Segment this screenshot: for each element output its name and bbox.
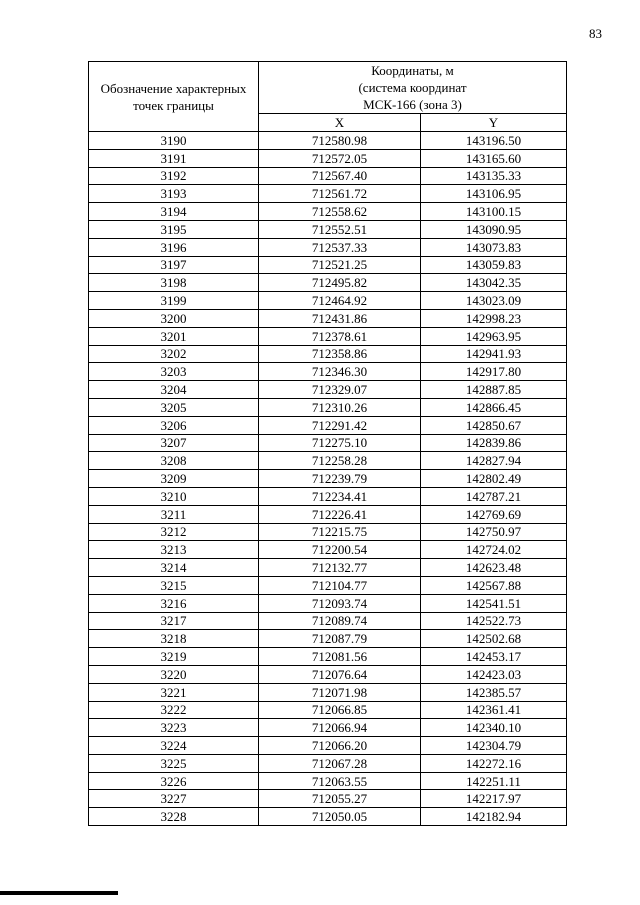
y-cell: 142567.88: [421, 576, 567, 594]
y-cell: 143100.15: [421, 203, 567, 221]
point-cell: 3223: [89, 719, 259, 737]
table-header: [89, 62, 567, 132]
y-cell: 142423.03: [421, 665, 567, 683]
y-cell: 142502.68: [421, 630, 567, 648]
point-cell: 3202: [89, 345, 259, 363]
point-cell: 3225: [89, 754, 259, 772]
x-cell: 712063.55: [259, 772, 421, 790]
x-cell: 712066.94: [259, 719, 421, 737]
table-row: [89, 559, 567, 577]
y-cell: 142963.95: [421, 327, 567, 345]
x-cell: 712310.26: [259, 398, 421, 416]
point-cell: 3221: [89, 683, 259, 701]
x-cell: 712495.82: [259, 274, 421, 292]
table-row: [89, 167, 567, 185]
y-cell: 142750.97: [421, 523, 567, 541]
y-cell: 142251.11: [421, 772, 567, 790]
table-row: [89, 470, 567, 488]
x-cell: 712572.05: [259, 149, 421, 167]
table-row: [89, 523, 567, 541]
x-cell: 712093.74: [259, 594, 421, 612]
y-cell: 142340.10: [421, 719, 567, 737]
table-row: [89, 345, 567, 363]
y-cell: 142724.02: [421, 541, 567, 559]
point-cell: 3196: [89, 238, 259, 256]
x-cell: 712067.28: [259, 754, 421, 772]
x-cell: 712431.86: [259, 309, 421, 327]
point-cell: 3203: [89, 363, 259, 381]
point-cell: 3208: [89, 452, 259, 470]
point-cell: 3213: [89, 541, 259, 559]
point-cell: 3207: [89, 434, 259, 452]
y-cell: 142272.16: [421, 754, 567, 772]
x-cell: 712275.10: [259, 434, 421, 452]
header-coordinates-line3: МСК-166 (зона 3): [363, 97, 462, 112]
table-row: [89, 292, 567, 310]
point-cell: 3206: [89, 416, 259, 434]
y-cell: 143196.50: [421, 132, 567, 150]
point-cell: 3216: [89, 594, 259, 612]
point-cell: 3210: [89, 487, 259, 505]
y-cell: 143073.83: [421, 238, 567, 256]
x-cell: 712464.92: [259, 292, 421, 310]
table-row: [89, 630, 567, 648]
x-cell: 712558.62: [259, 203, 421, 221]
table-row: [89, 363, 567, 381]
x-cell: 712239.79: [259, 470, 421, 488]
y-cell: 143023.09: [421, 292, 567, 310]
point-cell: 3215: [89, 576, 259, 594]
point-cell: 3217: [89, 612, 259, 630]
x-cell: 712071.98: [259, 683, 421, 701]
point-cell: 3190: [89, 132, 259, 150]
point-cell: 3194: [89, 203, 259, 221]
y-cell: 142182.94: [421, 808, 567, 826]
x-cell: 712537.33: [259, 238, 421, 256]
point-cell: 3191: [89, 149, 259, 167]
y-cell: 142385.57: [421, 683, 567, 701]
y-cell: 142304.79: [421, 737, 567, 755]
point-cell: 3198: [89, 274, 259, 292]
table-body: [89, 132, 567, 826]
point-cell: 3199: [89, 292, 259, 310]
table-row: [89, 149, 567, 167]
x-cell: 712561.72: [259, 185, 421, 203]
table-row: [89, 381, 567, 399]
point-cell: 3214: [89, 559, 259, 577]
table-row: [89, 434, 567, 452]
y-cell: 143135.33: [421, 167, 567, 185]
table-row: [89, 772, 567, 790]
x-cell: 712200.54: [259, 541, 421, 559]
point-cell: 3227: [89, 790, 259, 808]
y-cell: 142839.86: [421, 434, 567, 452]
point-cell: 3201: [89, 327, 259, 345]
header-y-label: Y: [421, 114, 567, 132]
y-cell: 143042.35: [421, 274, 567, 292]
header-coordinates-title: [259, 62, 567, 114]
point-cell: 3220: [89, 665, 259, 683]
x-cell: 712291.42: [259, 416, 421, 434]
x-cell: 712552.51: [259, 220, 421, 238]
y-cell: 142787.21: [421, 487, 567, 505]
y-cell: 142850.67: [421, 416, 567, 434]
point-cell: 3200: [89, 309, 259, 327]
table-row: [89, 719, 567, 737]
y-cell: 142217.97: [421, 790, 567, 808]
x-cell: 712358.86: [259, 345, 421, 363]
x-cell: 712055.27: [259, 790, 421, 808]
table-row: [89, 665, 567, 683]
table-row: [89, 185, 567, 203]
point-cell: 3197: [89, 256, 259, 274]
point-cell: 3195: [89, 220, 259, 238]
table-row: [89, 808, 567, 826]
x-cell: 712329.07: [259, 381, 421, 399]
point-cell: 3204: [89, 381, 259, 399]
table-row: [89, 416, 567, 434]
x-cell: 712258.28: [259, 452, 421, 470]
table-row: [89, 541, 567, 559]
y-cell: 143106.95: [421, 185, 567, 203]
scan-artifact-bar: [0, 891, 118, 895]
table-row: [89, 487, 567, 505]
y-cell: 142887.85: [421, 381, 567, 399]
x-cell: 712234.41: [259, 487, 421, 505]
x-cell: 712089.74: [259, 612, 421, 630]
table-row: [89, 612, 567, 630]
x-cell: 712076.64: [259, 665, 421, 683]
x-cell: 712087.79: [259, 630, 421, 648]
y-cell: 142623.48: [421, 559, 567, 577]
y-cell: 143090.95: [421, 220, 567, 238]
table-row: [89, 132, 567, 150]
point-cell: 3205: [89, 398, 259, 416]
table-row: [89, 594, 567, 612]
y-cell: 142998.23: [421, 309, 567, 327]
x-cell: 712066.85: [259, 701, 421, 719]
x-cell: 712346.30: [259, 363, 421, 381]
header-coordinates-line1: Координаты, м: [371, 63, 454, 78]
point-cell: 3219: [89, 648, 259, 666]
y-cell: 142769.69: [421, 505, 567, 523]
x-cell: 712580.98: [259, 132, 421, 150]
y-cell: 142941.93: [421, 345, 567, 363]
coordinates-table: [88, 61, 567, 826]
table-row: [89, 648, 567, 666]
x-cell: 712132.77: [259, 559, 421, 577]
y-cell: 143165.60: [421, 149, 567, 167]
point-cell: 3193: [89, 185, 259, 203]
y-cell: 142802.49: [421, 470, 567, 488]
point-cell: 3211: [89, 505, 259, 523]
table-row: [89, 203, 567, 221]
y-cell: 142917.80: [421, 363, 567, 381]
table-row: [89, 238, 567, 256]
y-cell: 142453.17: [421, 648, 567, 666]
table-row: [89, 505, 567, 523]
point-cell: 3192: [89, 167, 259, 185]
header-x-label: X: [259, 114, 421, 132]
table-row: [89, 256, 567, 274]
table-header-row-top: [89, 62, 567, 114]
point-cell: 3226: [89, 772, 259, 790]
point-cell: 3209: [89, 470, 259, 488]
y-cell: 142827.94: [421, 452, 567, 470]
table-row: [89, 790, 567, 808]
point-cell: 3228: [89, 808, 259, 826]
x-cell: 712066.20: [259, 737, 421, 755]
table-row: [89, 701, 567, 719]
y-cell: 142866.45: [421, 398, 567, 416]
table-row: [89, 683, 567, 701]
table-row: [89, 398, 567, 416]
x-cell: 712226.41: [259, 505, 421, 523]
x-cell: 712081.56: [259, 648, 421, 666]
table-row: [89, 737, 567, 755]
x-cell: 712521.25: [259, 256, 421, 274]
table-row: [89, 309, 567, 327]
x-cell: 712050.05: [259, 808, 421, 826]
table-row: [89, 274, 567, 292]
point-cell: 3218: [89, 630, 259, 648]
y-cell: 142541.51: [421, 594, 567, 612]
point-cell: 3222: [89, 701, 259, 719]
table-row: [89, 452, 567, 470]
table-row: [89, 576, 567, 594]
x-cell: 712215.75: [259, 523, 421, 541]
table-row: [89, 754, 567, 772]
header-point-designation: Обозначение характерных точек границы: [89, 62, 259, 132]
y-cell: 142361.41: [421, 701, 567, 719]
x-cell: 712378.61: [259, 327, 421, 345]
page-number: 83: [589, 26, 602, 41]
table-row: [89, 327, 567, 345]
point-cell: 3224: [89, 737, 259, 755]
x-cell: 712104.77: [259, 576, 421, 594]
y-cell: 143059.83: [421, 256, 567, 274]
point-cell: 3212: [89, 523, 259, 541]
header-coordinates-line2: (система координат: [358, 80, 467, 95]
y-cell: 142522.73: [421, 612, 567, 630]
x-cell: 712567.40: [259, 167, 421, 185]
table-row: [89, 220, 567, 238]
